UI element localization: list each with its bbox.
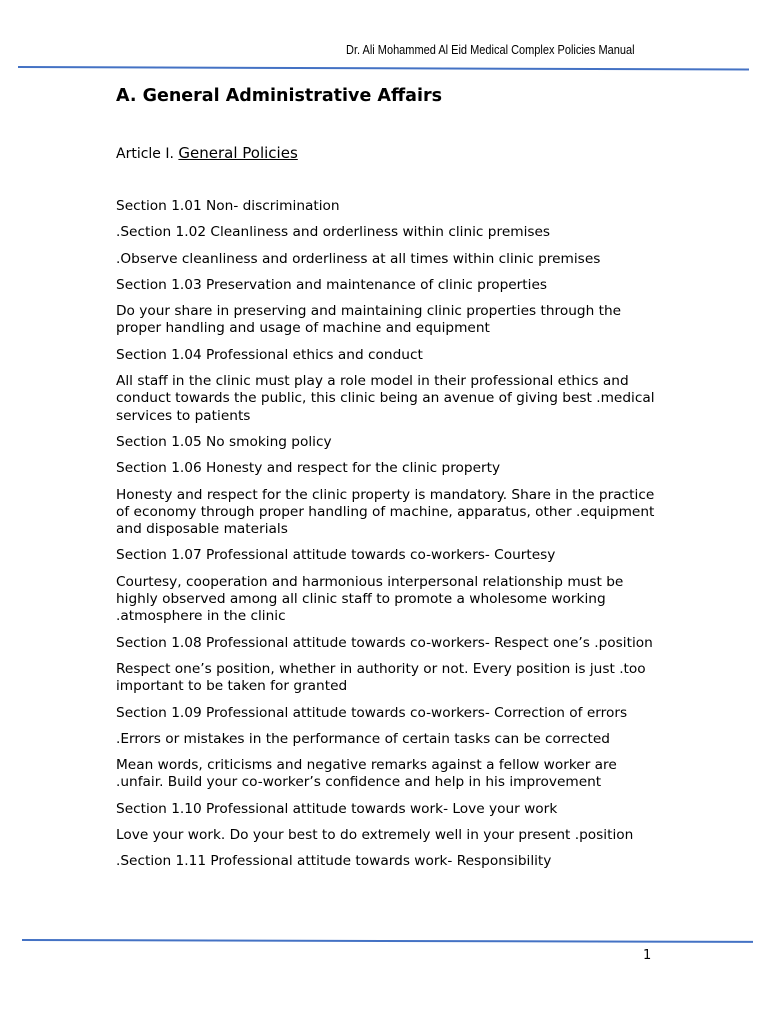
article-prefix: Article I.: [116, 146, 174, 162]
paragraph: Section 1.04 Professional ethics and conduct: [116, 346, 423, 363]
paragraph: Section 1.10 Professional attitude towards work- Love your work: [116, 800, 558, 817]
paragraph: Section 1.03 Preservation and maintenance of clinic properties: [116, 276, 548, 293]
paragraph: .Observe cleanliness and orderliness at all times within clinic premises: [116, 250, 601, 267]
paragraph: Honesty and respect for the clinic property is mandatory. Share in the practice of economy through proper handling of machine, apparatus, other .equipment and disposable materials: [116, 486, 655, 538]
article-title: General Policies: [178, 144, 298, 162]
chapter-heading: A. General Administrative Affairs: [116, 86, 442, 106]
page-header-title: Dr. Ali Mohammed Al Eid Medical Complex Policies Manual: [346, 43, 635, 57]
header-divider: [18, 66, 749, 71]
paragraph: All staff in the clinic must play a role model in their professional ethics and conduct towards the public, this clinic being an avenue of giving best .medical services to patients: [116, 373, 655, 424]
paragraph: Section 1.06 Honesty and respect for the clinic property: [116, 460, 501, 477]
paragraph: Section 1.07 Professional attitude towards co-workers- Courtesy: [116, 547, 556, 564]
paragraph: .Section 1.02 Cleanliness and orderliness within clinic premises: [116, 224, 551, 241]
paragraph: Courtesy, cooperation and harmonious interpersonal relationship must be highly observed among all clinic staff to promote a wholesome working .atmosphere in the clinic: [116, 573, 624, 625]
paragraph: Section 1.09 Professional attitude towards co-workers- Correction of errors: [116, 704, 628, 721]
paragraph: Love your work. Do your best to do extremely well in your present .position: [116, 827, 634, 844]
page-number: 1: [643, 948, 652, 963]
paragraph: .Section 1.11 Professional attitude towards work- Responsibility: [116, 853, 552, 870]
paragraph: Respect one’s position, whether in authority or not. Every position is just .too important to be taken for granted: [116, 660, 646, 695]
paragraph: Section 1.08 Professional attitude towards co-workers- Respect one’s .position: [116, 634, 653, 651]
paragraph: Section 1.01 Non- discrimination: [116, 198, 340, 214]
footer-divider: [22, 939, 753, 943]
paragraph: Section 1.05 No smoking policy: [116, 433, 332, 450]
article-heading: [116, 144, 298, 162]
paragraph: .Errors or mistakes in the performance of certain tasks can be corrected: [116, 730, 610, 747]
paragraph: Do your share in preserving and maintaining clinic properties through the proper handling and usage of machine and equipment: [116, 303, 622, 337]
paragraph: Mean words, criticisms and negative remarks against a fellow worker are .unfair. Build your co-worker’s confidence and help in his improvement: [116, 757, 617, 791]
section-list: [116, 198, 661, 880]
